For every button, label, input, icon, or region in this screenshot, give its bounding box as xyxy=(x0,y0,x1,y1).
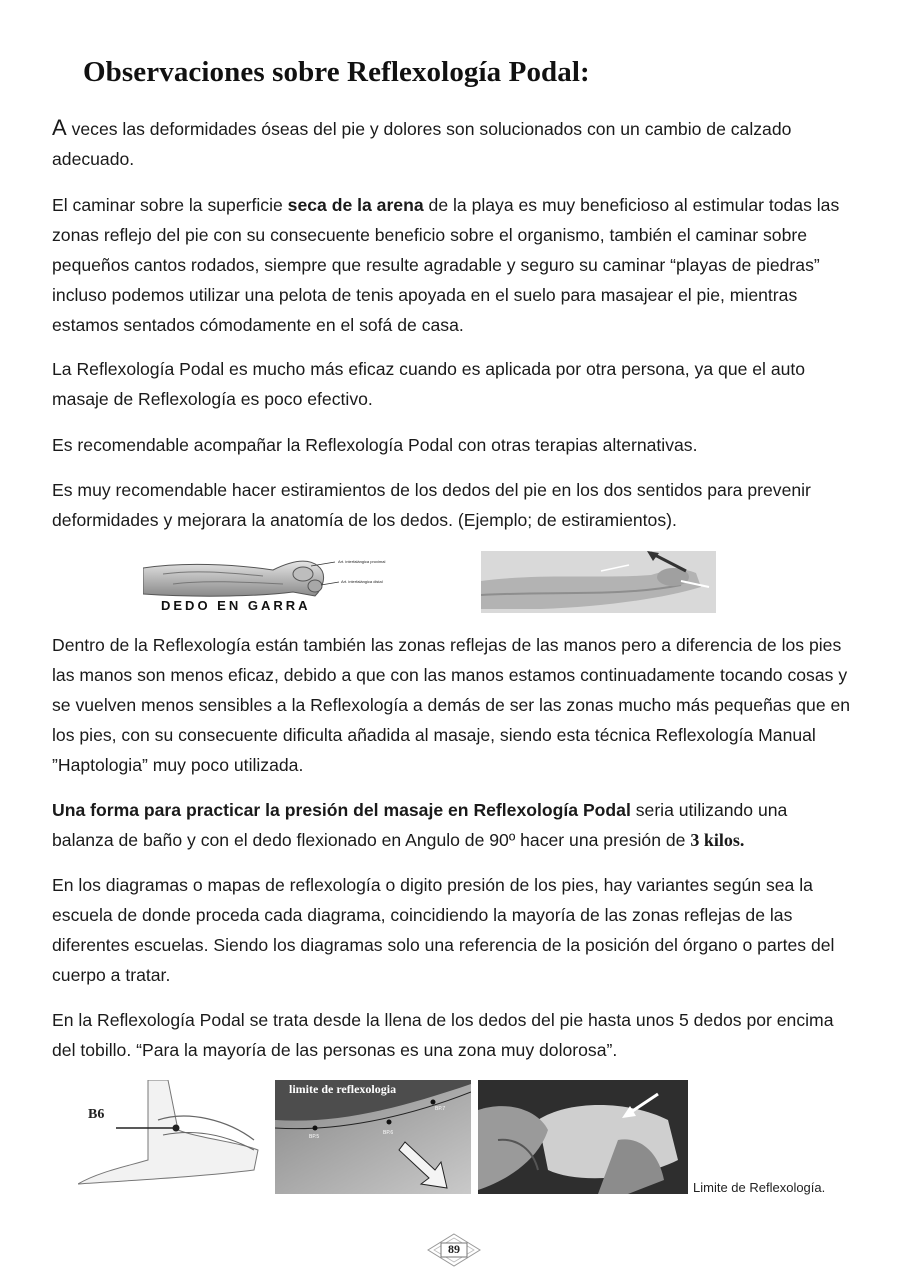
paragraph-balanza xyxy=(52,795,852,855)
claw-toe-banner: DEDO EN GARRA xyxy=(161,598,311,613)
point-bp5: BP.5 xyxy=(309,1134,320,1140)
paragraph-text: seria utilizando una balanza de baño y con el dedo flexionado en Angulo de 90º hacer una presión de xyxy=(52,800,788,850)
dropcap: A xyxy=(52,115,67,140)
b6-drawing xyxy=(78,1080,264,1186)
paragraph-text: de la playa es muy beneficioso al estimular todas las zonas reflejo del pie con su consecuente beneficio sobre el organismo, también el caminar sobre pequeños cantos rodados, siempre que resulte agradable y seguro su caminar “playas de piedras” incluso podemos utilizar una pelota de tenis apoyada en el suelo para masajear el pie, mientras estamos sentados cómodamente en el sofá de casa. xyxy=(52,195,840,335)
page-number-badge xyxy=(426,1232,482,1268)
point-bp7: BP.7 xyxy=(435,1106,446,1112)
bold-phrase: Una forma para practicar la presión del masaje en Reflexología Podal xyxy=(52,800,631,820)
toe-stretch-photo xyxy=(481,551,716,613)
paragraph-diagramas: En los diagramas o mapas de reflexología o digito presión de los pies, hay variantes según sea la escuela de donde proceda cada diagrama, coincidiendo la mayoría de las zonas reflejas de las diferentes escuelas. Siendo los diagramas solo una referencia de la posición del órgano o partes del cuerpo a tratar. xyxy=(52,875,835,985)
paragraph-estiramientos: Es muy recomendable hacer estiramientos de los dedos del pie en los dos sentidos para prevenir deformidades y mejorara la anatomía de los dedos. (Ejemplo; de estiramientos). xyxy=(52,480,811,530)
paragraph-manos: Dentro de la Reflexología están también las zonas reflejas de las manos pero a diferencia de los pies las manos son menos eficaz, debido a que con las manos estamos continuadamente tocando cosas y se vuelven menos sensibles a la Reflexología a demás de ser las zonas mucho más pequeñas que en los pies, con su consecuente dificulta añadida al masaje, siendo esta técnica Reflexología Manual ”Haptologia” muy poco utilizada. xyxy=(52,635,851,775)
paragraph-text: El caminar sobre la superficie xyxy=(52,195,288,215)
paragraph-arena xyxy=(52,190,852,340)
toe-stretch-drawing xyxy=(481,551,716,613)
page-number: 89 xyxy=(448,1242,460,1256)
map-title: limite de reflexologia xyxy=(289,1082,397,1096)
massage-drawing xyxy=(478,1080,688,1194)
b6-point-illustration xyxy=(78,1080,264,1186)
figure-caption: Limite de Reflexología. xyxy=(693,1180,826,1195)
paragraph-limite: En la Reflexología Podal se trata desde la llena de los dedos del pie hasta unos 5 dedos por encima del tobillo. “Para la mayoría de las personas es una zona muy dolorosa”. xyxy=(52,1010,834,1060)
paragraph-text: veces las deformidades óseas del pie y dolores son solucionados con un cambio de calzado adecuado. xyxy=(52,119,792,169)
page-title: Observaciones sobre Reflexología Podal: xyxy=(83,56,590,88)
point-bp6: BP.6 xyxy=(383,1130,394,1136)
hand-massage-photo xyxy=(478,1080,688,1194)
bold-phrase: seca de la arena xyxy=(287,195,424,215)
label-distal: Art. interfalángica distal xyxy=(341,579,383,584)
reflexology-limit-map xyxy=(275,1080,471,1194)
label-proximal: Art. interfalángica proximal xyxy=(338,559,386,564)
b6-label: B6 xyxy=(88,1107,105,1122)
claw-toe-illustration xyxy=(143,558,398,615)
paragraph-eficaz: La Reflexología Podal es mucho más eficaz cuando es aplicada por otra persona, ya que el auto masaje de Reflexología es poco efectivo. xyxy=(52,359,806,409)
weight-value: 3 kilos. xyxy=(690,830,745,850)
limit-map-drawing xyxy=(275,1080,471,1194)
paragraph-calzado xyxy=(52,113,852,174)
paragraph-terapias: Es recomendable acompañar la Reflexología Podal con otras terapias alternativas. xyxy=(52,435,698,455)
claw-toe-drawing xyxy=(143,558,398,615)
